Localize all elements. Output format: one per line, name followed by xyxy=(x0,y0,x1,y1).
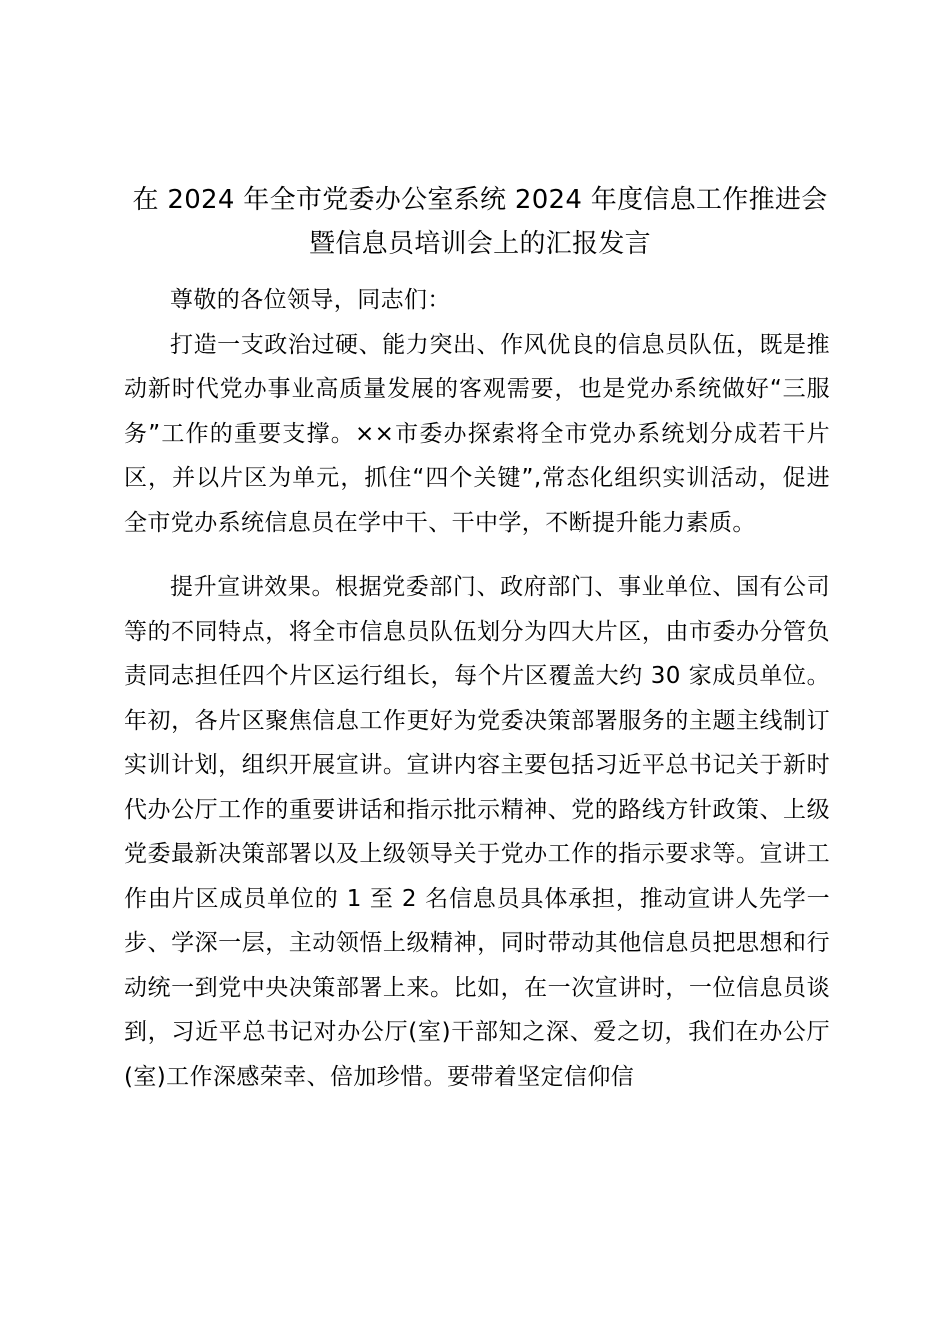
body-paragraph: 提升宣讲效果。根据党委部门、政府部门、事业单位、国有公司等的不同特点，将全市信息员队伍划分为四大片区，由市委办分管负责同志担任四个片区运行组长，每个片区覆盖大约 30 家成员单位。年初，各片区聚焦信息工作更好为党委决策部署服务的主题主线制订实训计划，组织开展宣讲。宣讲内容主要包括习近平总书记关于新时代办公厅工作的重要讲话和指示批示精神、党的路线方针政策、上级党委最新决策部署以及上级领导关于党办工作的指示要求等。宣讲工作由片区成员单位的 1 至 2 名信息员具体承担，推动宣讲人先学一步、学深一层，主动领悟上级精神，同时带动其他信息员把思想和行动统一到党中央决策部署上来。比如，在一次宣讲时，一位信息员谈到，习近平总书记对办公厅(室)干部知之深、爱之切，我们在办公厅(室)工作深感荣幸、倍加珍惜。要带着坚定信仰信 xyxy=(124,574,830,1090)
salutation-paragraph: 尊敬的各位领导，同志们： xyxy=(170,287,451,313)
intro-paragraph: 打造一支政治过硬、能力突出、作风优良的信息员队伍，既是推动新时代党办事业高质量发展的客观需要，也是党办系统做好“三服务”工作的重要支撑。××市委办探索将全市党办系统划分成若干片区，并以片区为单元，抓住“四个关键”,常态化组织实训活动，促进全市党办系统信息员在学中干、干中学，不断提升能力素质。 xyxy=(124,331,830,536)
document-body xyxy=(124,278,830,1099)
document-title: 在 2024 年全市党委办公室系统 2024 年度信息工作推进会暨信息员培训会上的汇报发言 xyxy=(132,185,828,259)
